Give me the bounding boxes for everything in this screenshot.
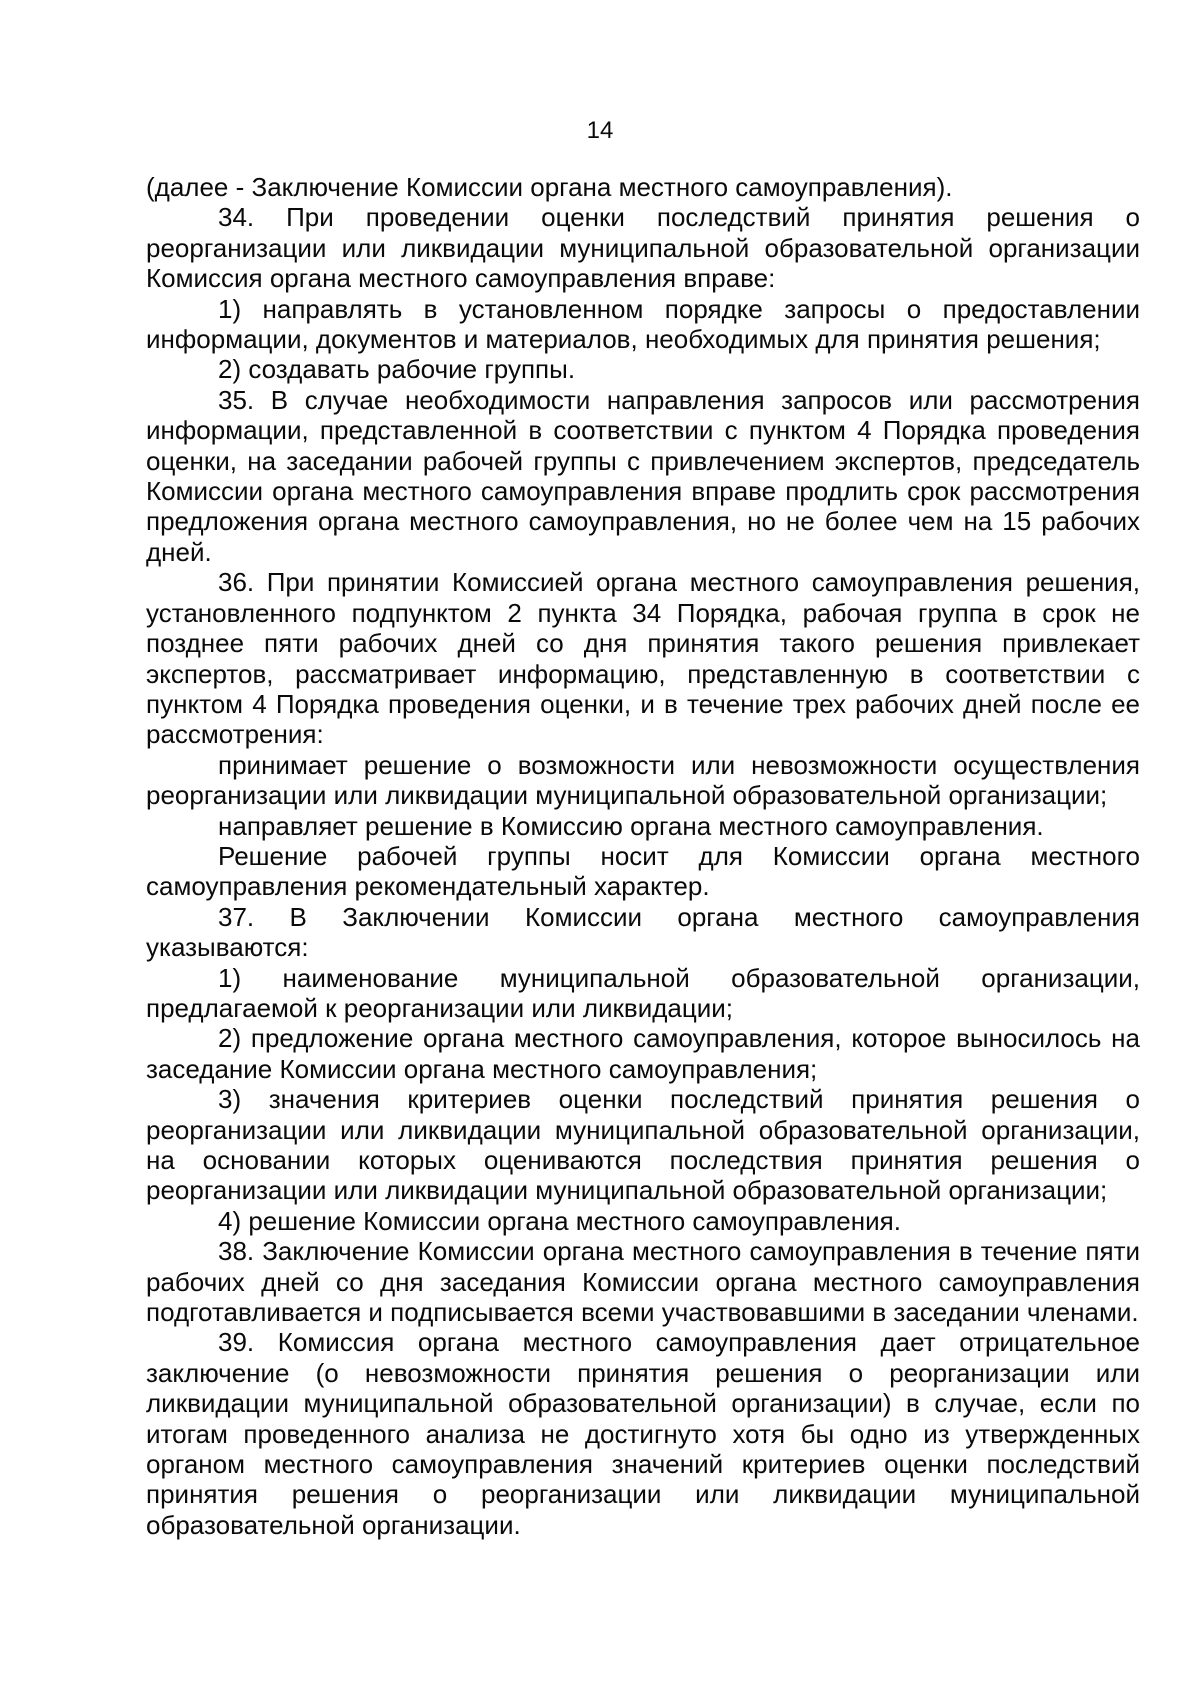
document-body (146, 172, 1140, 1540)
page-number: 14 (586, 117, 614, 144)
clause-37-item-1: 1) наименование муниципальной образовательной организации, предлагаемой к реорганизации или ликвидации; (146, 962, 1140, 1023)
clause-37-item-4: 4) решение Комиссии органа местного самоуправления. (218, 1205, 901, 1236)
clause-39: 39. Комиссия органа местного самоуправления дает отрицательное заключение (о невозможности принятия решения о реорганизации или ликвидации муниципальной образовательной организации) в случае, если по итогам проведенного анализа не достигнуто хотя бы одно из утвержденных органом местного самоуправления значений критериев оценки последствий принятия решения о реорганизации или ликвидации муниципальной образовательной организации. (146, 1327, 1140, 1540)
clause-38: 38. Заключение Комиссии органа местного самоуправления в течение пяти рабочих дней со дня заседания Комиссии органа местного самоуправления подготавливается и подписывается всеми участвовавшими в заседании членами. (146, 1236, 1140, 1328)
clause-35: 35. В случае необходимости направления запросов или рассмотрения информации, представленной в соответствии с пунктом 4 Порядка проведения оценки, на заседании рабочей группы с привлечением экспертов, председатель Комиссии органа местного самоуправления вправе продлить срок рассмотрения предложения органа местного самоуправления, но не более чем на 15 рабочих дней. (146, 384, 1140, 567)
clause-36-action-1: принимает решение о возможности или невозможности осуществления реорганизации или ликвидации муниципальной образовательной организации; (146, 749, 1140, 811)
clause-36-action-2: направляет решение в Комиссию органа местного самоуправления. (218, 810, 1044, 841)
clause-36: 36. При принятии Комиссией органа местного самоуправления решения, установленного подпунктом 2 пункта 34 Порядка, рабочая группа в срок не позднее пяти рабочих дней со дня принятия такого решения привлекает экспертов, рассматривает информацию, представленную в соответствии с пунктом 4 Порядка проведения оценки, и в течение трех рабочих дней после ее рассмотрения: (146, 567, 1140, 750)
clause-34-item-1: 1) направлять в установленном порядке запросы о предоставлении информации, документов и материалов, необходимых для принятия решения; (146, 293, 1140, 355)
clause-34-item-2: 2) создавать рабочие группы. (218, 354, 576, 385)
paragraph-continuation: (далее - Заключение Комиссии органа местного самоуправления). (146, 172, 953, 202)
clause-37-item-3: 3) значения критериев оценки последствий принятия решения о реорганизации или ликвидации муниципальной образовательной организации, на основании которых оцениваются последствия принятия решения о реорганизации или ликвидации муниципальной образовательной организации; (146, 1084, 1140, 1206)
clause-34: 34. При проведении оценки последствий принятия решения о реорганизации или ликвидации муниципальной образовательной организации Комиссия органа местного самоуправления вправе: (146, 202, 1140, 294)
clause-37: 37. В Заключении Комиссии органа местного самоуправления указываются: (146, 901, 1140, 963)
clause-37-item-2: 2) предложение органа местного самоуправления, которое выносилось на заседание Комиссии органа местного самоуправления; (146, 1023, 1140, 1084)
clause-36-note: Решение рабочей группы носит для Комиссии органа местного самоуправления рекомендательный характер. (146, 840, 1140, 902)
